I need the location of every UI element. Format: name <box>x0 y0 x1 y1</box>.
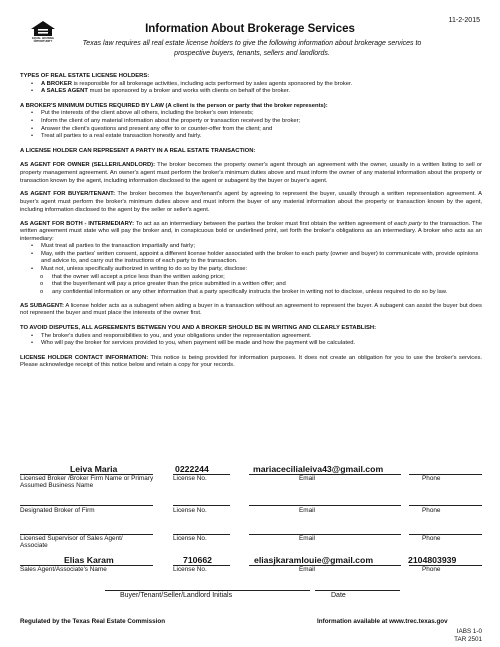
footer-regulated: Regulated by the Texas Real Estate Commission <box>20 618 166 625</box>
logo-text-1: EQUAL HOUSING <box>32 37 54 40</box>
intermediary-paragraph: AS AGENT FOR BOTH - INTERMEDIARY: To act as an intermediary between the parties the broker must first obtain the written agreement of each party to the transaction. The written agreement must state who will pay the broker and, in conspicuous bold or underlined print, set forth the broker's obligations as an intermediary. A broker who acts as an intermediary: <box>20 220 482 242</box>
broker-name-label: Licensed Broker /Broker Firm Name or Primary Assumed Business Name <box>20 475 154 489</box>
date-label: Date <box>331 592 346 599</box>
supervisor-label: Licensed Supervisor of Sales Agent/ Associate <box>20 535 123 549</box>
license-label: License No. <box>173 475 207 482</box>
signature-block <box>20 0 482 647</box>
agent-license-value[interactable]: 710662 <box>183 555 212 565</box>
form-code-1: IABS 1-0 <box>456 628 482 635</box>
footer-info-link[interactable]: Information available at www.trec.texas.gov <box>317 618 448 625</box>
list-item: • The broker's duties and responsibilities to you, and your obligations under the representation agreement. <box>41 333 482 341</box>
license-label: License No. <box>173 507 207 514</box>
form-date: 11-2-2015 <box>448 17 480 24</box>
disputes-heading: TO AVOID DISPUTES, ALL AGREEMENTS BETWEEN YOU AND A BROKER SHOULD BE IN WRITING AND CLEARLY ESTABLISH: <box>20 324 377 331</box>
list-item: • Must not, unless specifically authorized in writing to do so by the party, disclose: <box>41 266 482 274</box>
agent-email-value[interactable]: eliasjkaramlouie@gmail.com <box>254 555 374 565</box>
form-code-2: TAR 2501 <box>454 636 482 643</box>
duties-heading: A BROKER'S MINIMUM DUTIES REQUIRED BY LAW (A client is the person or party that the broker represents): <box>20 102 328 109</box>
types-heading: TYPES OF REAL ESTATE LICENSE HOLDERS: <box>20 73 150 79</box>
list-item: o any confidential information or any other information that a party specifically instructs the broker in writing not to disclose, unless required to do so by law. <box>52 289 482 297</box>
list-item: o that the buyer/tenant will pay a price greater than the price submitted in a written offer; and <box>52 281 482 289</box>
agent-name-value[interactable]: Elias Karam <box>64 555 114 565</box>
list-item: • Who will pay the broker for services provided to you, when payment will be made and how the payment will be calculated. <box>41 340 482 348</box>
list-item: • Inform the client of any material information about the property or transaction received by the broker; <box>41 118 482 126</box>
agent-name-label: Sales Agent/Associate's Name <box>20 566 107 573</box>
agent-phone-value[interactable]: 2104803939 <box>408 555 457 565</box>
contact-paragraph: LICENSE HOLDER CONTACT INFORMATION: This notice is being provided for information purposes. It does not create an obligation for you to use the broker's services. Please acknowledge receipt of this notice below and retain a copy for your records. <box>20 354 482 369</box>
list-item: • Answer the client's questions and present any offer to or counter-offer from the client; and <box>41 126 482 134</box>
initials-label: Buyer/Tenant/Seller/Landlord Initials <box>120 592 233 599</box>
list-item: • A BROKER is responsible for all brokerage activities, including acts performed by sales agents sponsored by the broker. <box>41 81 482 89</box>
phone-label: Phone <box>422 507 441 514</box>
license-label: License No. <box>173 535 207 542</box>
list-item: • A SALES AGENT must be sponsored by a broker and works with clients on behalf of the broker. <box>41 88 482 96</box>
email-label: Email <box>299 475 315 482</box>
list-item: • Treat all parties to a real estate transaction honestly and fairly. <box>41 133 482 141</box>
list-item: • May, with the parties' written consent, appoint a different license holder associated with the broker to each party (owner and buyer) to communicate with, provide opinions and advice to, and carry out the instructions of each party to the transaction. <box>41 251 482 266</box>
page-subtitle: Texas law requires all real estate license holders to give the following information about brokerage services to prospective buyers, tenants, sellers and landlords. <box>82 40 422 57</box>
agent-for-owner-paragraph: AS AGENT FOR OWNER (SELLER/LANDLORD): The broker becomes the property owner's agent through an agreement with the owner, usually in a written listing to sell or property management agreement. An owner's agent must perform the broker's minimum duties above and must inform the owner of any material information about the property or transaction known by the agent, including information disclosed to the agent or subagent by the buyer or buyer's agent. <box>20 162 482 184</box>
phone-label: Phone <box>422 566 441 573</box>
subagent-paragraph: AS SUBAGENT: A license holder acts as a subagent when aiding a buyer in a transaction without an agreement to represent the buyer. A subagent can assist the buyer but does not represent the buyer and must place the interests of the owner first. <box>20 302 482 317</box>
broker-email-value[interactable]: mariacecilialeiva43@gmail.com <box>253 464 384 474</box>
email-label: Email <box>299 566 315 573</box>
logo-text-2: OPPORTUNITY <box>33 40 53 43</box>
designated-broker-label: Designated Broker of Firm <box>20 507 95 514</box>
phone-label: Phone <box>422 535 441 542</box>
list-item: • Put the interests of the client above all others, including the broker's own interests; <box>41 110 482 118</box>
license-label: License No. <box>173 566 207 573</box>
broker-name-value[interactable]: Leiva Maria <box>70 464 118 474</box>
list-item: • Must treat all parties to the transaction impartially and fairly; <box>41 243 482 251</box>
email-label: Email <box>299 535 315 542</box>
agent-for-buyer-paragraph: AS AGENT FOR BUYER/TENANT: The broker becomes the buyer/tenant's agent by agreeing to represent the buyer, usually through a written representation agreement. A buyer's agent must perform the broker's minimum duties above and must inform the buyer of any material information about the property or transaction known by the agent, including information disclosed to the agent by the seller or seller's agent. <box>20 191 482 213</box>
email-label: Email <box>299 507 315 514</box>
page-title: Information About Brokerage Services <box>145 23 355 35</box>
list-item: o that the owner will accept a price less than the written asking price; <box>52 274 482 282</box>
broker-license-value[interactable]: 0222244 <box>175 464 209 474</box>
phone-label: Phone <box>422 475 441 482</box>
represent-heading: A LICENSE HOLDER CAN REPRESENT A PARTY IN A REAL ESTATE TRANSACTION: <box>20 147 256 154</box>
